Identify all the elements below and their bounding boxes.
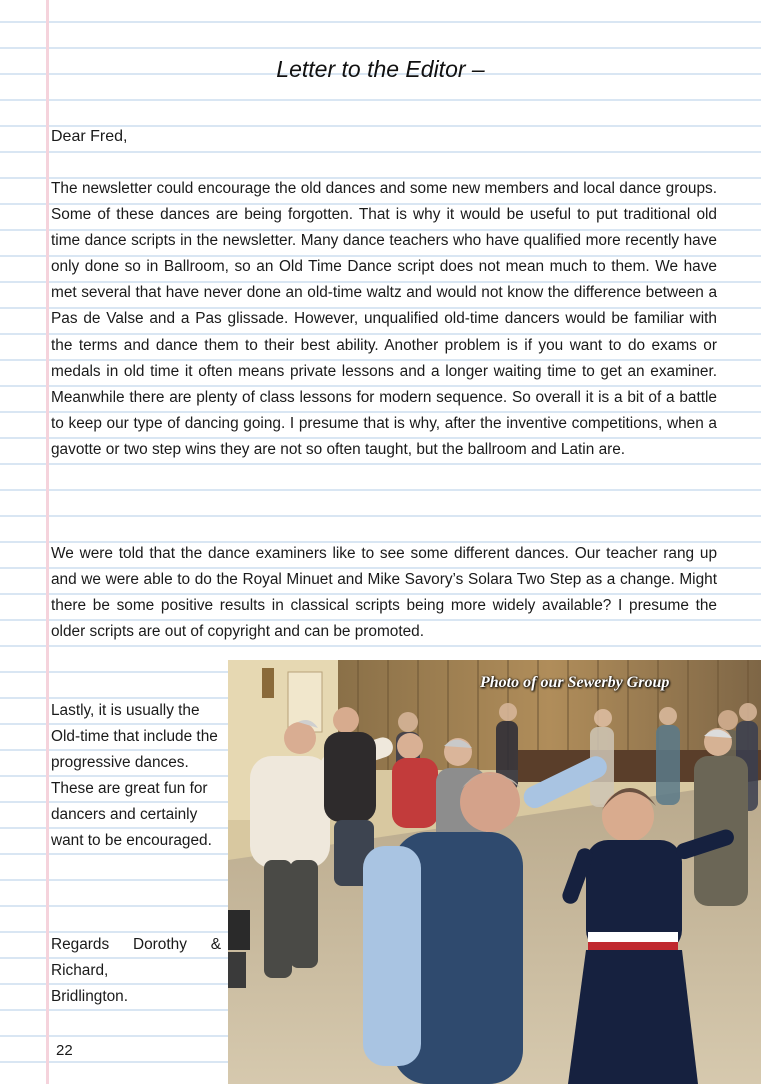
page-number: 22	[56, 1042, 73, 1059]
margin-line	[46, 0, 49, 1084]
salutation: Dear Fred,	[51, 128, 128, 145]
letter-paragraph-1: The newsletter could encourage the old dances and some new members and local dance groups. Some of these dances are being forgotten. That is why it would be useful to put traditional old time dance scripts in the newsletter. Many dance teachers who have qualified more recently have only done so in Ballroom, so an Old Time Dance script does not mean much to them. We have met several that have never done an old-time waltz and would not know the difference between a Pas de Valse and a Pas glissade. However, unqualified old-time dancers would be familiar with the terms and dance them to their best ability. Another problem is if you want to do exams or medals in old time it often means private lessons and a longer waiting time to get an examiner. Meanwhile there are plenty of class lessons for modern sequence. So overall it is a bit of a battle to keep our type of dancing going. I presume that is why, after the inventive competitions, when a gavotte or two step wins they are not so often taught, but the ballroom and Latin are.	[51, 180, 717, 458]
photo-caption: Photo of our Sewerby Group	[480, 674, 670, 691]
letter-paragraph-2: We were told that the dance examiners like to see some different dances. Our teacher rang up and we were able to do the Royal Minuet and Mike Savory’s Solara Two Step as a change. Might there be some positive results in classical scripts being more widely available? I presume the older scripts are out of copyright and can be promoted.	[51, 545, 717, 641]
page-title: Letter to the Editor –	[276, 56, 485, 82]
sign-off-names: Richard,	[51, 962, 109, 980]
sign-off	[51, 932, 221, 1010]
dance-hall-photo-illustration	[228, 660, 761, 1084]
sign-off-location: Bridlington.	[51, 988, 128, 1006]
sign-off-regards: Regards Dorothy &	[51, 936, 221, 953]
group-photo	[228, 660, 761, 1084]
letter-paragraph-3: Lastly, it is usually the Old-time that include the progressive dances. These are great fun for dancers and certainly want to be encouraged.	[51, 702, 218, 850]
